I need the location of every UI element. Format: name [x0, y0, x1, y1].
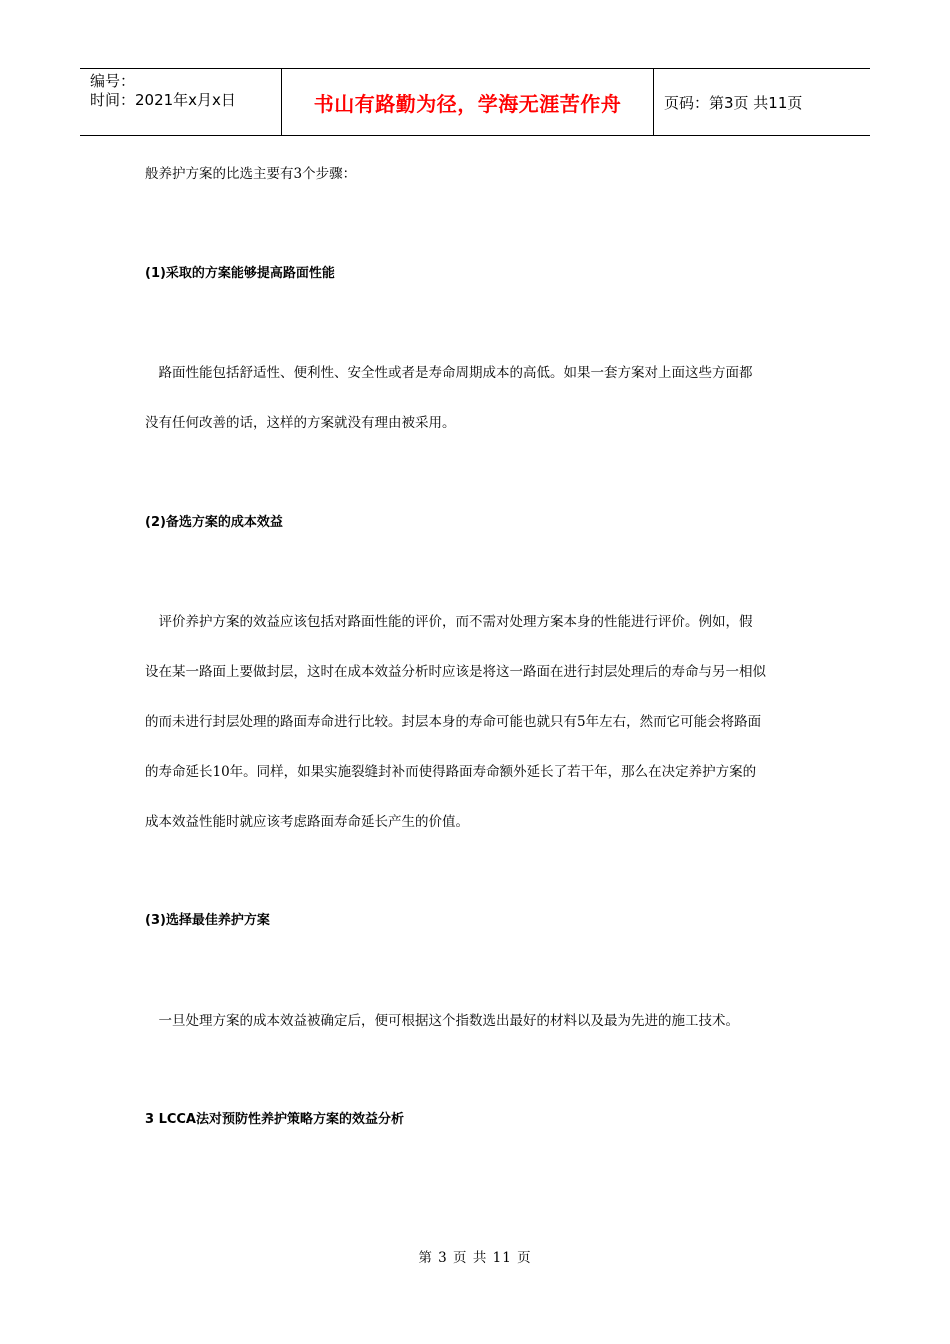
section-heading-1: (1)采取的方案能够提高路面性能	[145, 266, 335, 281]
time-label: 时间：2021年x月x日	[90, 91, 236, 109]
header-page-cell	[654, 69, 870, 135]
paragraph-1-line-1: 路面性能包括舒适性、便利性、安全性或者是寿命周期成本的高低。如果一套方案对上面这些方面都	[145, 365, 753, 381]
paragraph-2-line-3: 的而未进行封层处理的路面寿命进行比较。封层本身的寿命可能也就只有5年左右，然而它可能会将路面	[145, 714, 762, 730]
header-left-cell	[80, 69, 282, 135]
paragraph-2-line-2: 设在某一路面上要做封层，这时在成本效益分析时应该是将这一路面在进行封层处理后的寿命与另一相似	[145, 664, 766, 680]
motto-text: 书山有路勤为径，学海无涯苦作舟	[313, 91, 622, 116]
header-motto-cell	[282, 69, 654, 135]
intro-text: 般养护方案的比选主要有3个步骤：	[145, 166, 357, 182]
paragraph-2-line-4: 的寿命延长10年。同样，如果实施裂缝封补而使得路面寿命额外延长了若干年，那么在决定养护方案的	[145, 764, 757, 780]
page-footer: 第 3 页 共 11 页	[418, 1250, 532, 1266]
number-label: 编号：	[90, 72, 136, 90]
section-heading-3: (3)选择最佳养护方案	[145, 913, 270, 928]
paragraph-2-line-1: 评价养护方案的效益应该包括对路面性能的评价，而不需对处理方案本身的性能进行评价。例如，假	[145, 614, 753, 630]
paragraph-2-line-5: 成本效益性能时就应该考虑路面寿命延长产生的价值。	[145, 814, 469, 830]
page-info: 页码：第3页 共11页	[664, 93, 803, 112]
section-heading-4: 3 LCCA法对预防性养护策略方案的效益分析	[145, 1112, 404, 1127]
section-heading-2: (2)备选方案的成本效益	[145, 515, 283, 530]
paragraph-3-line-1: 一旦处理方案的成本效益被确定后，便可根据这个指数选出最好的材料以及最为先进的施工技术。	[145, 1013, 739, 1029]
paragraph-1-line-2: 没有任何改善的话，这样的方案就没有理由被采用。	[145, 415, 456, 431]
page-header	[80, 68, 870, 136]
